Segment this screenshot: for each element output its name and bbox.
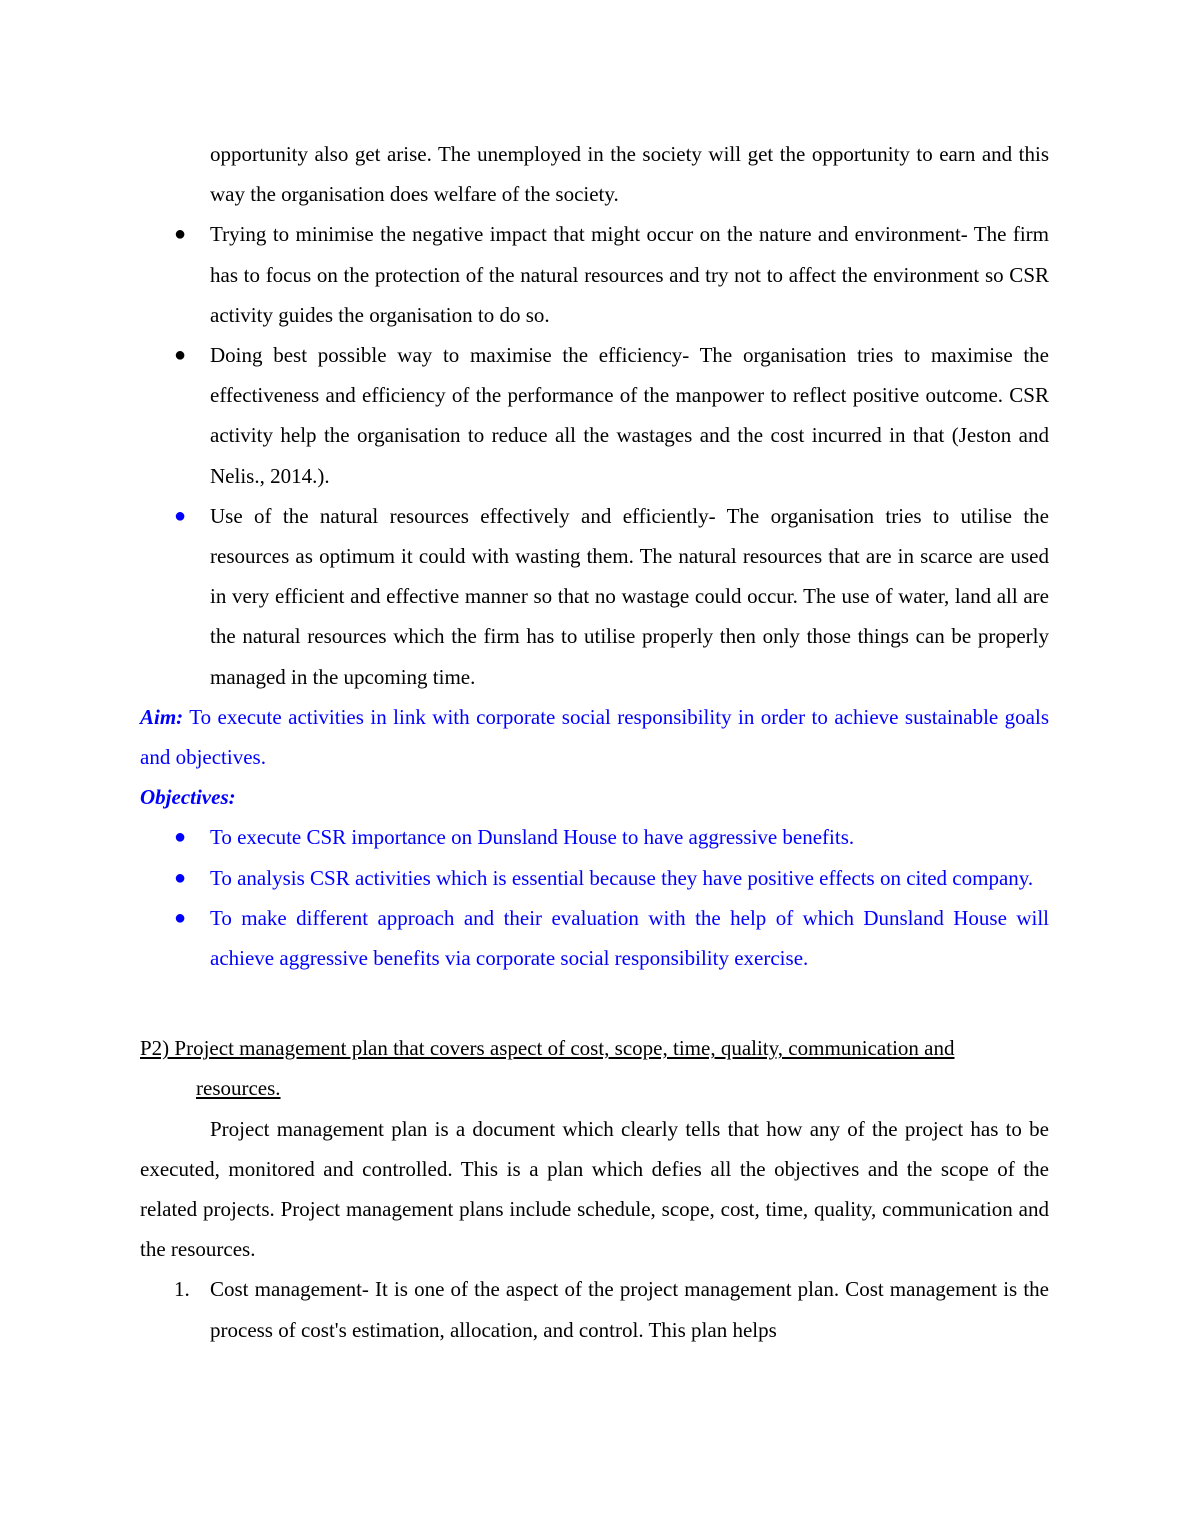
bullet-text: Doing best possible way to maximise the efficiency- The organisation tries to maximise the effectiveness and efficiency of the performance of the manpower to reflect positive outcome. CSR activity help the organisation to reduce all the wastages and the cost incurred in that (Jeston and Nelis., 2014.). <box>210 343 1049 488</box>
numbered-text: Cost management- It is one of the aspect of the project management plan. Cost management is the process of cost's estimation, allocation, and control. This plan helps <box>210 1277 1049 1342</box>
bullet-icon: ● <box>174 826 187 849</box>
list-item <box>140 817 1049 857</box>
list-item <box>140 496 1049 697</box>
continuation-paragraph: opportunity also get arise. The unemployed in the society will get the opportunity to earn and this way the organisation does welfare of the society. <box>210 142 1049 207</box>
objectives-label: Objectives: <box>140 785 236 810</box>
objective-text: To analysis CSR activities which is essential because they have positive effects on cited company. <box>210 865 1034 890</box>
bullet-icon: ● <box>174 223 187 246</box>
aim-paragraph <box>140 697 1049 777</box>
intro-paragraph: Project management plan is a document which clearly tells that how any of the project has to be executed, monitored and controlled. This is a plan which defies all the objectives and the scope of the related projects. Project management plans include schedule, scope, cost, time, quality, communication and the resources. <box>140 1116 1049 1262</box>
objective-text: To make different approach and their evaluation with the help of which Dunsland House will achieve aggressive benefits via corporate social responsibility exercise. <box>210 905 1049 971</box>
aim-label: Aim: <box>140 704 184 729</box>
objective-text: To execute CSR importance on Dunsland House to have aggressive benefits. <box>210 825 855 850</box>
list-item <box>140 898 1049 978</box>
bullet-icon: ● <box>174 504 187 527</box>
list-item <box>140 335 1049 496</box>
numbered-item <box>140 1269 1049 1349</box>
bullet-icon: ● <box>174 906 187 929</box>
list-item <box>140 214 1049 335</box>
bullet-text: Trying to minimise the negative impact that might occur on the nature and environment- The firm has to focus on the protection of the natural resources and try not to affect the environment so CSR activity guides the organisation to do so. <box>210 222 1049 327</box>
bullet-text: Use of the natural resources effectively and efficiently- The organisation tries to utilise the resources as optimum it could with wasting them. The natural resources that are in scarce are used in very efficient and effective manner so that no wastage could occur. The use of water, land all are the natural resources which the firm has to utilise properly then only those things can be properly managed in the upcoming time. <box>210 503 1049 689</box>
section-heading-continuation: resources. <box>196 1076 281 1101</box>
aim-text: To execute activities in link with corporate social responsibility in order to achieve sustainable goals and objectives. <box>140 704 1049 770</box>
bullet-icon: ● <box>174 344 187 367</box>
item-number: 1. <box>174 1277 190 1302</box>
section-heading: P2) Project management plan that covers aspect of cost, scope, time, quality, communication and <box>140 1036 955 1061</box>
spacer <box>140 978 1049 1028</box>
list-item <box>140 858 1049 898</box>
bullet-icon: ● <box>174 866 187 889</box>
document-page <box>140 134 1049 1350</box>
